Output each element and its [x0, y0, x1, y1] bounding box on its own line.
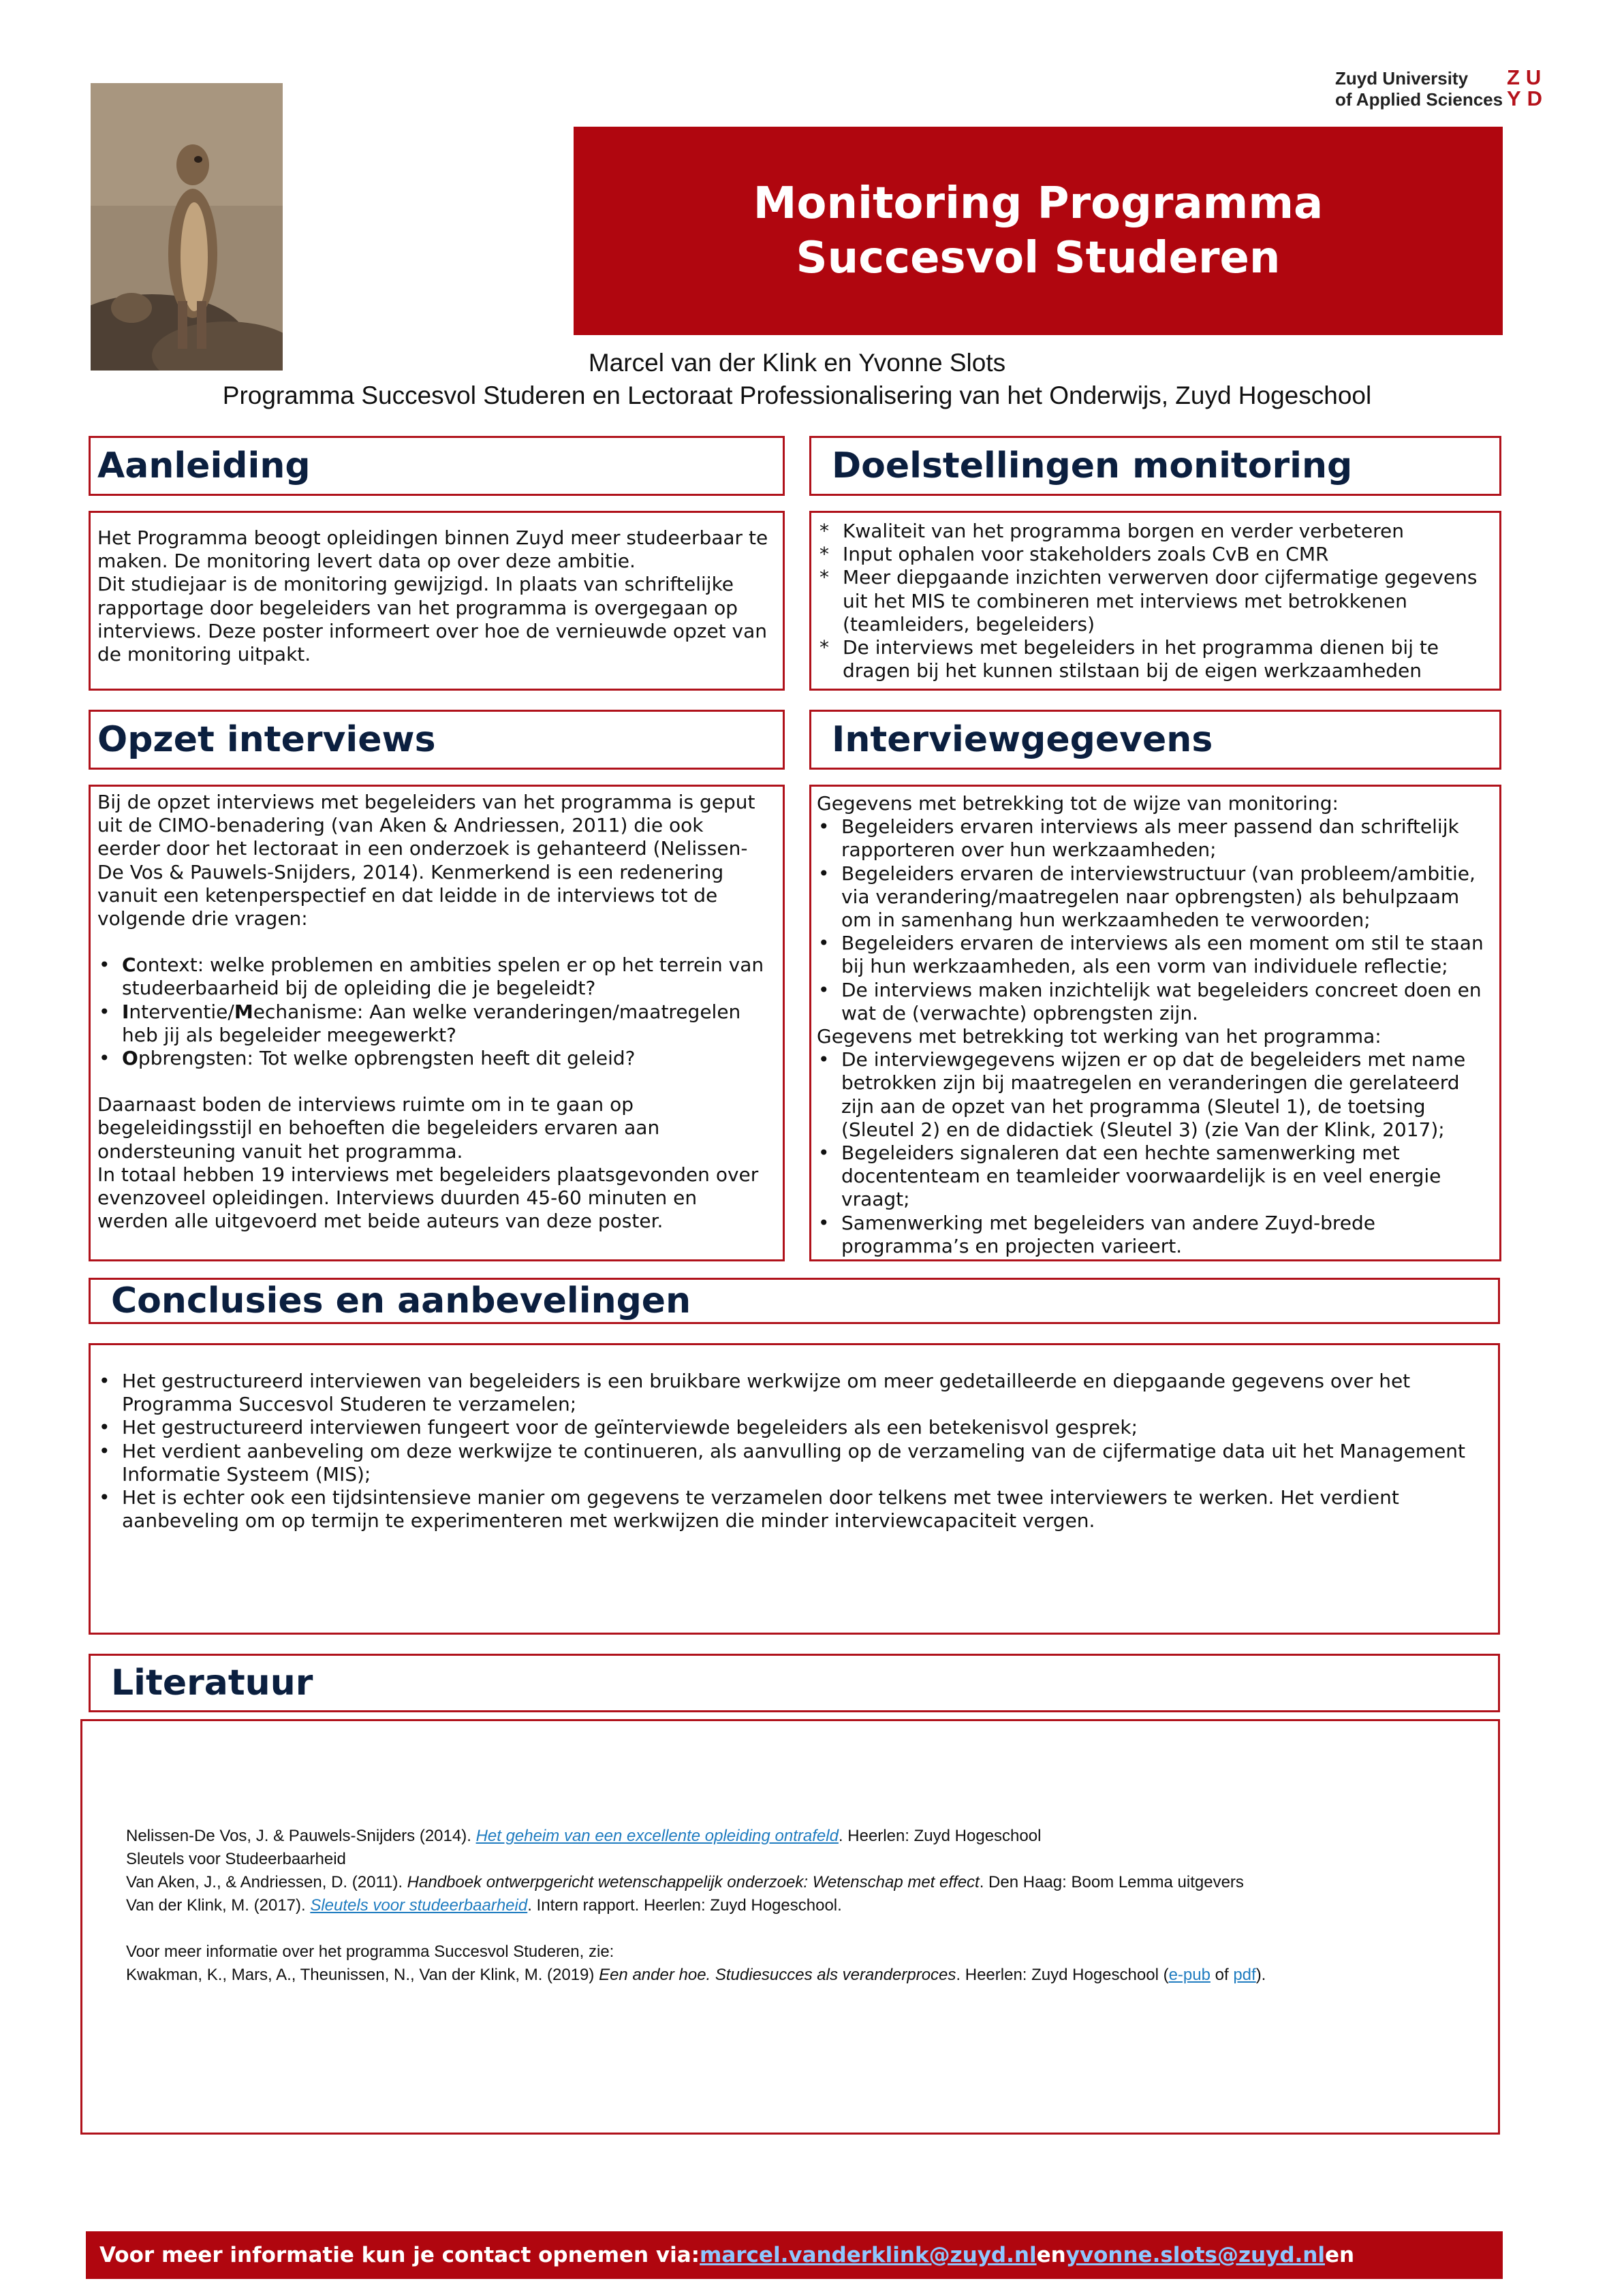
- footer-text: Voor meer informatie kun je contact opnemen via:: [99, 2243, 700, 2267]
- opzet-box: [89, 785, 785, 1261]
- list-item-text: Het gestructureerd interviewen van begeleiders is een bruikbare werkwijze om meer gedetailleerde en diepgaande gegevens over het Programma Succesvol Studeren te verzamelen;: [122, 1370, 1411, 1416]
- reference-text: . Heerlen: Zuyd Hogeschool: [838, 1827, 1042, 1845]
- affiliation: Programma Succesvol Studeren en Lectoraat Professionalisering van het Onderwijs, Zuyd Hogeschool: [222, 381, 1372, 409]
- opzet-intro-line: uit de CIMO-benadering (van Aken & Andriessen, 2011) die ook: [97, 814, 704, 837]
- aanleiding-line: maken. De monitoring levert data op over deze ambitie.: [97, 550, 636, 573]
- reference-van-der-klink: [126, 1894, 1266, 1917]
- list-item-text: Meer diepgaande inzichten verwerven door cijfermatige gegevens uit het MIS te combineren met interviews met betrokkenen (teamleiders, begeleiders): [843, 566, 1478, 635]
- literatuur-box: [80, 1719, 1500, 2135]
- reference-text: Van der Klink, M. (2017).: [126, 1896, 311, 1915]
- list-item-text: Kwaliteit van het programma borgen en verder verbeteren: [843, 520, 1404, 542]
- doelstellingen-heading: Doelstellingen monitoring: [832, 445, 1353, 486]
- link-pdf[interactable]: pdf: [1233, 1966, 1256, 1984]
- opzet-header: [89, 710, 785, 770]
- question-text: pbrengsten: Tot welke opbrengsten heeft dit geleid?: [138, 1047, 636, 1070]
- list-item-text: Samenwerking met begeleiders van andere Zuyd-brede programma’s en projecten varieert.: [841, 1211, 1375, 1257]
- question-text: echanisme: Aan welke veranderingen/maatregelen heb jij als begeleider meegewerkt?: [122, 1000, 741, 1046]
- logo-line-2: of Applied Sciences: [1335, 89, 1503, 110]
- literatuur-heading: Literatuur: [111, 1663, 313, 1703]
- list-item: [97, 1370, 1471, 1416]
- reference-title: Een ander hoe. Studiesucces als veranderproces: [599, 1966, 956, 1984]
- bullet-marker: •: [99, 1416, 110, 1439]
- list-item: [97, 1486, 1471, 1532]
- list-item-text: Begeleiders ervaren interviews als meer passend dan schriftelijk rapporteren over hun werkzaamheden;: [841, 815, 1459, 862]
- email-link-marcel[interactable]: marcel.vanderklink@zuyd.nl: [700, 2243, 1037, 2267]
- reference-text: . Intern rapport. Heerlen: Zuyd Hogeschool.: [527, 1896, 842, 1915]
- logo-mark-1: ZU: [1507, 65, 1548, 89]
- asterisk-marker: *: [819, 520, 829, 542]
- subheading-programma: Gegevens met betrekking tot werking van het programma:: [817, 1025, 1381, 1048]
- poster-title: Monitoring Programma Succesvol Studeren: [753, 178, 1324, 283]
- footer-text: en: [1036, 2243, 1066, 2267]
- list-item: [818, 520, 1493, 543]
- aanleiding-heading: Aanleiding: [97, 445, 311, 486]
- list-item-text: De interviews maken inzichtelijk wat begeleiders concreet doen en wat de (verwachte) opbrengsten zijn.: [841, 978, 1482, 1024]
- initial-i: I: [122, 1000, 129, 1023]
- footer-text: en: [1324, 2243, 1355, 2267]
- bullet-marker: •: [818, 815, 830, 838]
- list-item: [817, 1212, 1493, 1258]
- university-logo-text: [1335, 68, 1503, 110]
- literatuur-header: [89, 1654, 1500, 1712]
- list-item: [818, 566, 1493, 636]
- bullet-marker: •: [818, 1048, 830, 1071]
- list-item-text: Het verdient aanbeveling om deze werkwijze te continueren, als aanvulling op de verzameling van de cijfermatige data uit het Management Informatie Systeem (MIS);: [122, 1439, 1466, 1485]
- logo-line-1: Zuyd University: [1335, 68, 1469, 89]
- opzet-heading: Opzet interviews: [97, 719, 436, 760]
- interviewgegevens-header: [809, 710, 1501, 770]
- opzet-intro-line: eerder door het lectoraat in een onderzoek is gehanteerd (Nelissen-: [97, 837, 748, 860]
- list-item-text: De interviewgegevens wijzen er op dat de begeleiders met name betrokken zijn bij maatregelen en veranderingen die gerelateerd zijn aan de opzet van het programma (Sleutel 1), de toetsing (Sleutel 2) en de didactiek (Sleutel 3) (zie Van der Klink, 2017);: [841, 1048, 1466, 1141]
- reference-text: . Den Haag: Boom Lemma uitgevers: [979, 1873, 1244, 1891]
- initial-m: M: [234, 1000, 253, 1023]
- aanleiding-line: interviews. Deze poster informeert over hoe de vernieuwde opzet van: [97, 619, 768, 642]
- conclusies-list: [97, 1370, 1471, 1532]
- opzet-outro-line: begeleidingsstijl en behoeften die begeleiders ervaren aan: [97, 1116, 660, 1139]
- list-item: [818, 543, 1493, 566]
- bullet-marker: •: [818, 1142, 830, 1165]
- reference-van-aken: [126, 1871, 1266, 1894]
- list-item-text: De interviews met begeleiders in het programma dienen bij te dragen bij het kunnen stilstaan bij de eigen werkzaamheden: [843, 636, 1439, 682]
- list-item: [817, 932, 1493, 978]
- monitoring-findings-list: [817, 815, 1493, 1025]
- opzet-outro-line: In totaal hebben 19 interviews met begeleiders plaatsgevonden over: [97, 1163, 759, 1186]
- opzet-intro-line: Bij de opzet interviews met begeleiders van het programma is geput: [97, 791, 755, 813]
- reference-nelissen: [126, 1825, 1266, 1848]
- subheading-monitoring: Gegevens met betrekking tot de wijze van monitoring:: [817, 792, 1339, 815]
- aanleiding-box: [89, 511, 785, 691]
- contact-footer: [86, 2231, 1503, 2279]
- asterisk-marker: *: [819, 636, 829, 659]
- asterisk-marker: *: [819, 543, 829, 566]
- opzet-intro-line: De Vos & Pauwels-Snijders, 2014). Kenmerkend is een redenering: [97, 860, 724, 883]
- zuyd-logo-mark: [1507, 67, 1548, 109]
- bullet-marker: •: [99, 1439, 110, 1462]
- bullet-marker: •: [818, 932, 830, 955]
- link-het-geheim[interactable]: Het geheim van een excellente opleiding ontrafeld: [475, 1827, 839, 1845]
- programma-findings-list: [817, 1048, 1493, 1258]
- opzet-outro-line: ondersteuning vanuit het programma.: [97, 1139, 463, 1163]
- reference-sleutels: Sleutels voor Studeerbaarheid: [126, 1850, 346, 1868]
- question-text: nterventie/: [129, 1000, 234, 1023]
- question-interventie: [97, 1001, 776, 1047]
- aanleiding-line: rapportage door begeleiders van het programma is overgegaan op: [97, 596, 738, 619]
- list-item: [817, 1142, 1493, 1212]
- link-epub[interactable]: e-pub: [1168, 1966, 1211, 1984]
- reference-text: . Heerlen: Zuyd Hogeschool (: [956, 1966, 1169, 1984]
- list-item: [818, 636, 1493, 682]
- reference-list: [126, 1825, 1266, 1987]
- interviewgegevens-heading: Interviewgegevens: [832, 719, 1213, 760]
- initial-c: C: [122, 954, 136, 977]
- email-link-yvonne[interactable]: yvonne.slots@zuyd.nl: [1065, 2243, 1325, 2267]
- opzet-outro-line: Daarnaast boden de interviews ruimte om in te gaan op: [97, 1093, 634, 1116]
- bullet-marker: •: [99, 1486, 110, 1509]
- conclusies-heading: Conclusies en aanbevelingen: [111, 1280, 691, 1321]
- list-item: [817, 815, 1493, 862]
- reference-kwakman: [126, 1964, 1266, 1987]
- list-item-text: Begeleiders ervaren de interviewstructuur (van probleem/ambitie, via verandering/maatregelen naar opbrengsten) als behulpzaam om in samenhang hun werkzaamheden te verwoorden;: [841, 862, 1475, 932]
- bullet-marker: •: [818, 978, 830, 1001]
- authors: Marcel van der Klink en Yvonne Slots: [588, 349, 1006, 377]
- list-item-text: Begeleiders ervaren de interviews als een moment om stil te staan bij hun werkzaamheden, als een vorm van individuele reflectie;: [841, 932, 1484, 978]
- reference-text: Kwakman, K., Mars, A., Theunissen, N., Van der Klink, M. (2019): [126, 1966, 599, 1984]
- doelstellingen-header: [809, 436, 1501, 496]
- reference-text: Van Aken, J., & Andriessen, D. (2011).: [126, 1873, 407, 1891]
- opzet-intro-line: volgende drie vragen:: [97, 907, 308, 930]
- cimo-question-list: [97, 954, 776, 1070]
- aanleiding-line: de monitoring uitpakt.: [97, 643, 311, 666]
- more-info-text: Voor meer informatie over het programma Succesvol Studeren, zie:: [126, 1943, 614, 1961]
- question-context: [97, 954, 776, 1000]
- conclusies-header: [89, 1278, 1500, 1324]
- aanleiding-line: Dit studiejaar is de monitoring gewijzigd. In plaats van schriftelijke: [97, 573, 734, 596]
- bullet-marker: •: [818, 1211, 830, 1234]
- title-banner: [574, 127, 1503, 335]
- opzet-outro-line: evenzoveel opleidingen. Interviews duurden 45-60 minuten en: [97, 1186, 698, 1210]
- bullet-marker: •: [99, 954, 110, 977]
- list-item: [97, 1416, 1471, 1439]
- doelstellingen-box: [809, 511, 1501, 691]
- list-item: [97, 1440, 1471, 1486]
- reference-title: Handboek ontwerpgericht wetenschappelijk onderzoek: Wetenschap met effect: [407, 1873, 980, 1891]
- aanleiding-line: Het Programma beoogt opleidingen binnen Zuyd meer studeerbaar te: [97, 526, 768, 549]
- bullet-marker: •: [99, 1370, 110, 1392]
- opzet-intro-line: vanuit een ketenperspectief en dat leidde in de interviews tot de: [97, 883, 718, 907]
- reference-text: Nelissen-De Vos, J. & Pauwels-Snijders (2014).: [126, 1827, 476, 1845]
- conclusies-box: [89, 1343, 1500, 1635]
- meerkat-photo: [91, 83, 283, 371]
- reference-text: ).: [1255, 1966, 1266, 1984]
- initial-o: O: [122, 1047, 138, 1070]
- logo-mark-2: YD: [1507, 87, 1549, 110]
- aanleiding-header: [89, 436, 785, 496]
- list-item-text: Begeleiders signaleren dat een hechte samenwerking met docententeam en teamleider voorwaardelijk is en veel energie vraagt;: [841, 1142, 1441, 1211]
- asterisk-marker: *: [819, 566, 829, 589]
- meerkat-illustration: [91, 83, 283, 371]
- link-sleutels[interactable]: Sleutels voor studeerbaarheid: [310, 1896, 528, 1915]
- bullet-marker: •: [99, 1047, 110, 1070]
- question-text: ontext: welke problemen en ambities spelen er op het terrein van studeerbaarheid bij de opleiding die je begeleidt?: [122, 954, 764, 1000]
- list-item-text: Input ophalen voor stakeholders zoals CvB en CMR: [843, 543, 1329, 566]
- list-item: [817, 862, 1493, 932]
- list-item: [817, 1048, 1493, 1142]
- opzet-outro-line: werden alle uitgevoerd met beide auteurs van deze poster.: [97, 1210, 663, 1233]
- interviewgegevens-box: [809, 785, 1501, 1261]
- bullet-marker: •: [818, 862, 830, 885]
- question-opbrengsten: [97, 1047, 776, 1070]
- list-item: [817, 979, 1493, 1025]
- bullet-marker: •: [99, 1000, 110, 1023]
- list-item-text: Het gestructureerd interviewen fungeert voor de geïnterviewde begeleiders als een betekenisvol gesprek;: [122, 1416, 1138, 1439]
- reference-text: of: [1210, 1966, 1234, 1984]
- list-item-text: Het is echter ook een tijdsintensieve manier om gegevens te verzamelen door telkens met twee interviewers te werken. Het verdient aanbeveling om op termijn te experimenteren met werkwijzen die minder interviewcapaciteit vergen.: [122, 1486, 1399, 1532]
- doelstellingen-list: [818, 520, 1493, 682]
